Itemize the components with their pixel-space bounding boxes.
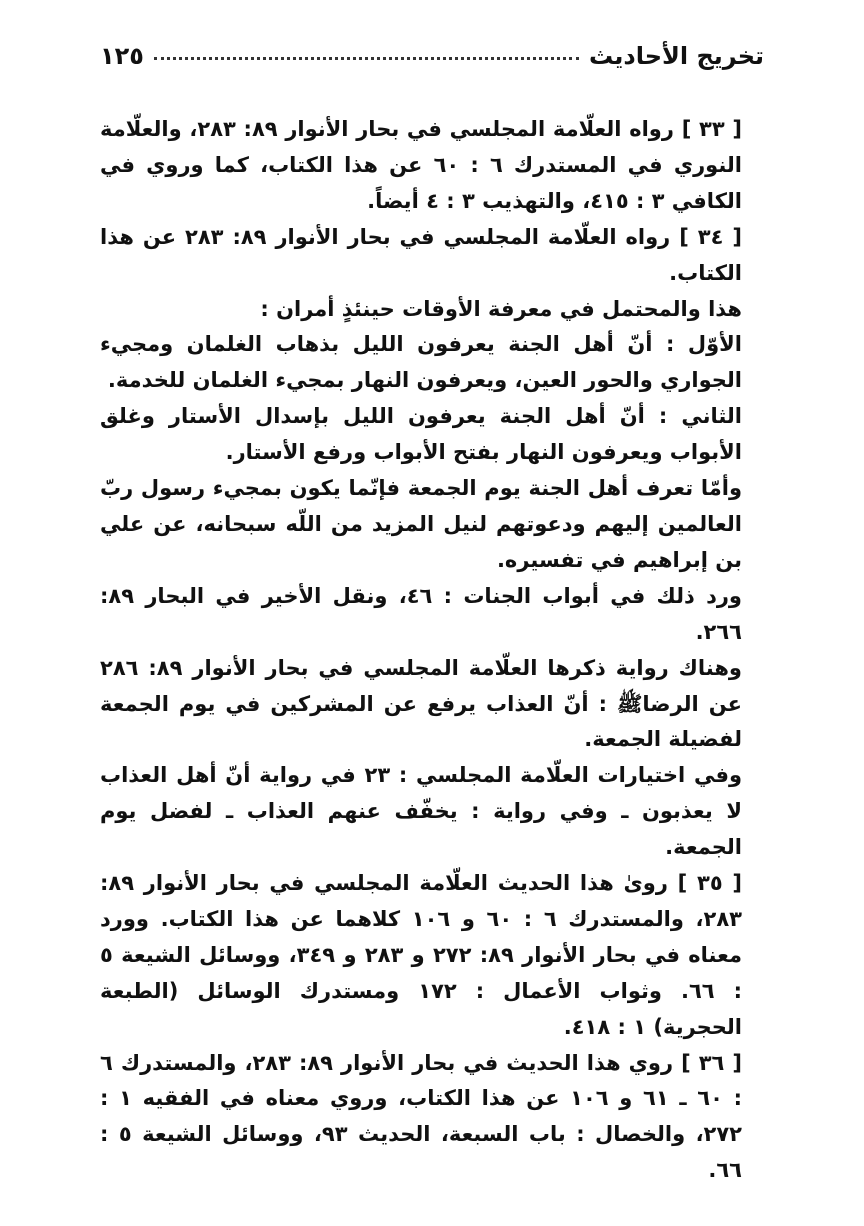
paragraph xyxy=(100,327,764,399)
note-ref: [ ٣٣ ] xyxy=(681,117,742,141)
paragraph-text: رواه العلّامة المجلسي في بحار الأنوار ٨٩: ٢٨٣ عن هذا الكتاب. xyxy=(100,224,742,285)
paragraph-33 xyxy=(100,112,764,220)
paragraph-text: وأمّا تعرف أهل الجنة يوم الجمعة فإنّما يكون بمجيء رسول ربّ العالمين إليهم ودعوتهم لنيل المزيد من اللّه سبحانه، عن علي بن إبراهيم في تفسيره. xyxy=(100,476,742,572)
paragraph xyxy=(100,651,764,759)
note-ref: [ ٣٤ ] xyxy=(679,224,742,249)
paragraph-text: الثاني : أنّ أهل الجنة يعرفون الليل بإسدال الأستار وغلق الأبواب ويعرفون النهار بفتح الأبواب ورفع الأستار. xyxy=(100,404,742,465)
paragraph-36 xyxy=(100,1046,764,1190)
paragraph-text: الأوّل : أنّ أهل الجنة يعرفون الليل بذهاب الغلمان ومجيء الجواري والحور العين، ويعرفون النهار بمجيء الغلمان للخدمة. xyxy=(100,332,742,393)
paragraph-text: روي هذا الحديث في بحار الأنوار ٨٩: ٢٨٣، والمستدرك ٦ : ٦٠ ـ ٦١ و ١٠٦ عن هذا الكتاب، وروي معناه في الفقيه ١ : ٢٧٢، والخصال : باب السبعة، الحديث ٩٣، ووسائل الشيعة ٥ : ٦٦. xyxy=(100,1050,742,1183)
paragraph xyxy=(100,399,764,471)
running-header xyxy=(100,30,764,70)
paragraph-34 xyxy=(100,220,764,292)
paragraph-text: هذا والمحتمل في معرفة الأوقات حينئذٍ أمران : xyxy=(260,296,742,321)
paragraph xyxy=(100,471,764,579)
paragraph xyxy=(100,292,764,328)
note-ref: [ ٣٥ ] xyxy=(677,871,742,896)
paragraph xyxy=(100,758,764,866)
paragraph-text: رواه العلّامة المجلسي في بحار الأنوار ٨٩: ٢٨٣، والعلّامة النوري في المستدرك ٦ : ٦٠ عن هذا الكتاب، كما وروي في الكافي ٣ : ٤١٥، والتهذيب ٣ : ٤ أيضاً. xyxy=(100,117,742,213)
paragraph-text: روىٰ هذا الحديث العلّامة المجلسي في بحار الأنوار ٨٩: ٢٨٣، والمستدرك ٦ : ٦٠ و ١٠٦ كلاهما عن هذا الكتاب. وورد معناه في بحار الأنوار ٨٩: ٢٧٢ و ٢٨٣ و ٣٤٩، ووسائل الشيعة ٥ : ٦٦. وثواب الأعمال : ١٧٢ ومستدرك الوسائل (الطبعة الحجرية) ١ : ٤١٨. xyxy=(100,871,742,1039)
paragraph-text: وفي اختيارات العلّامة المجلسي : ٢٣ في رواية أنّ أهل العذاب لا يعذبون ـ وفي رواية : يخفّف عنهم العذاب ـ لفضل يوم الجمعة. xyxy=(100,763,742,860)
leader-dots xyxy=(154,57,579,60)
running-title: تخريج الأحاديث xyxy=(588,42,764,70)
page-number: ١٢٥ xyxy=(100,42,144,70)
paragraph-text: وهناك رواية ذكرها العلّامة المجلسي في بحار الأنوار ٨٩: ٢٨٦ عن الرضاﷺ : أنّ العذاب يرفع عن المشركين في يوم الجمعة لفضيلة الجمعة. xyxy=(100,655,742,752)
note-ref: [ ٣٦ ] xyxy=(681,1050,742,1075)
page-body xyxy=(100,112,764,1189)
paragraph-35 xyxy=(100,866,764,1046)
paragraph-text: ورد ذلك في أبواب الجنات : ٤٦، ونقل الأخير في البحار ٨٩: ٢٦٦. xyxy=(100,583,742,644)
paragraph xyxy=(100,579,764,651)
